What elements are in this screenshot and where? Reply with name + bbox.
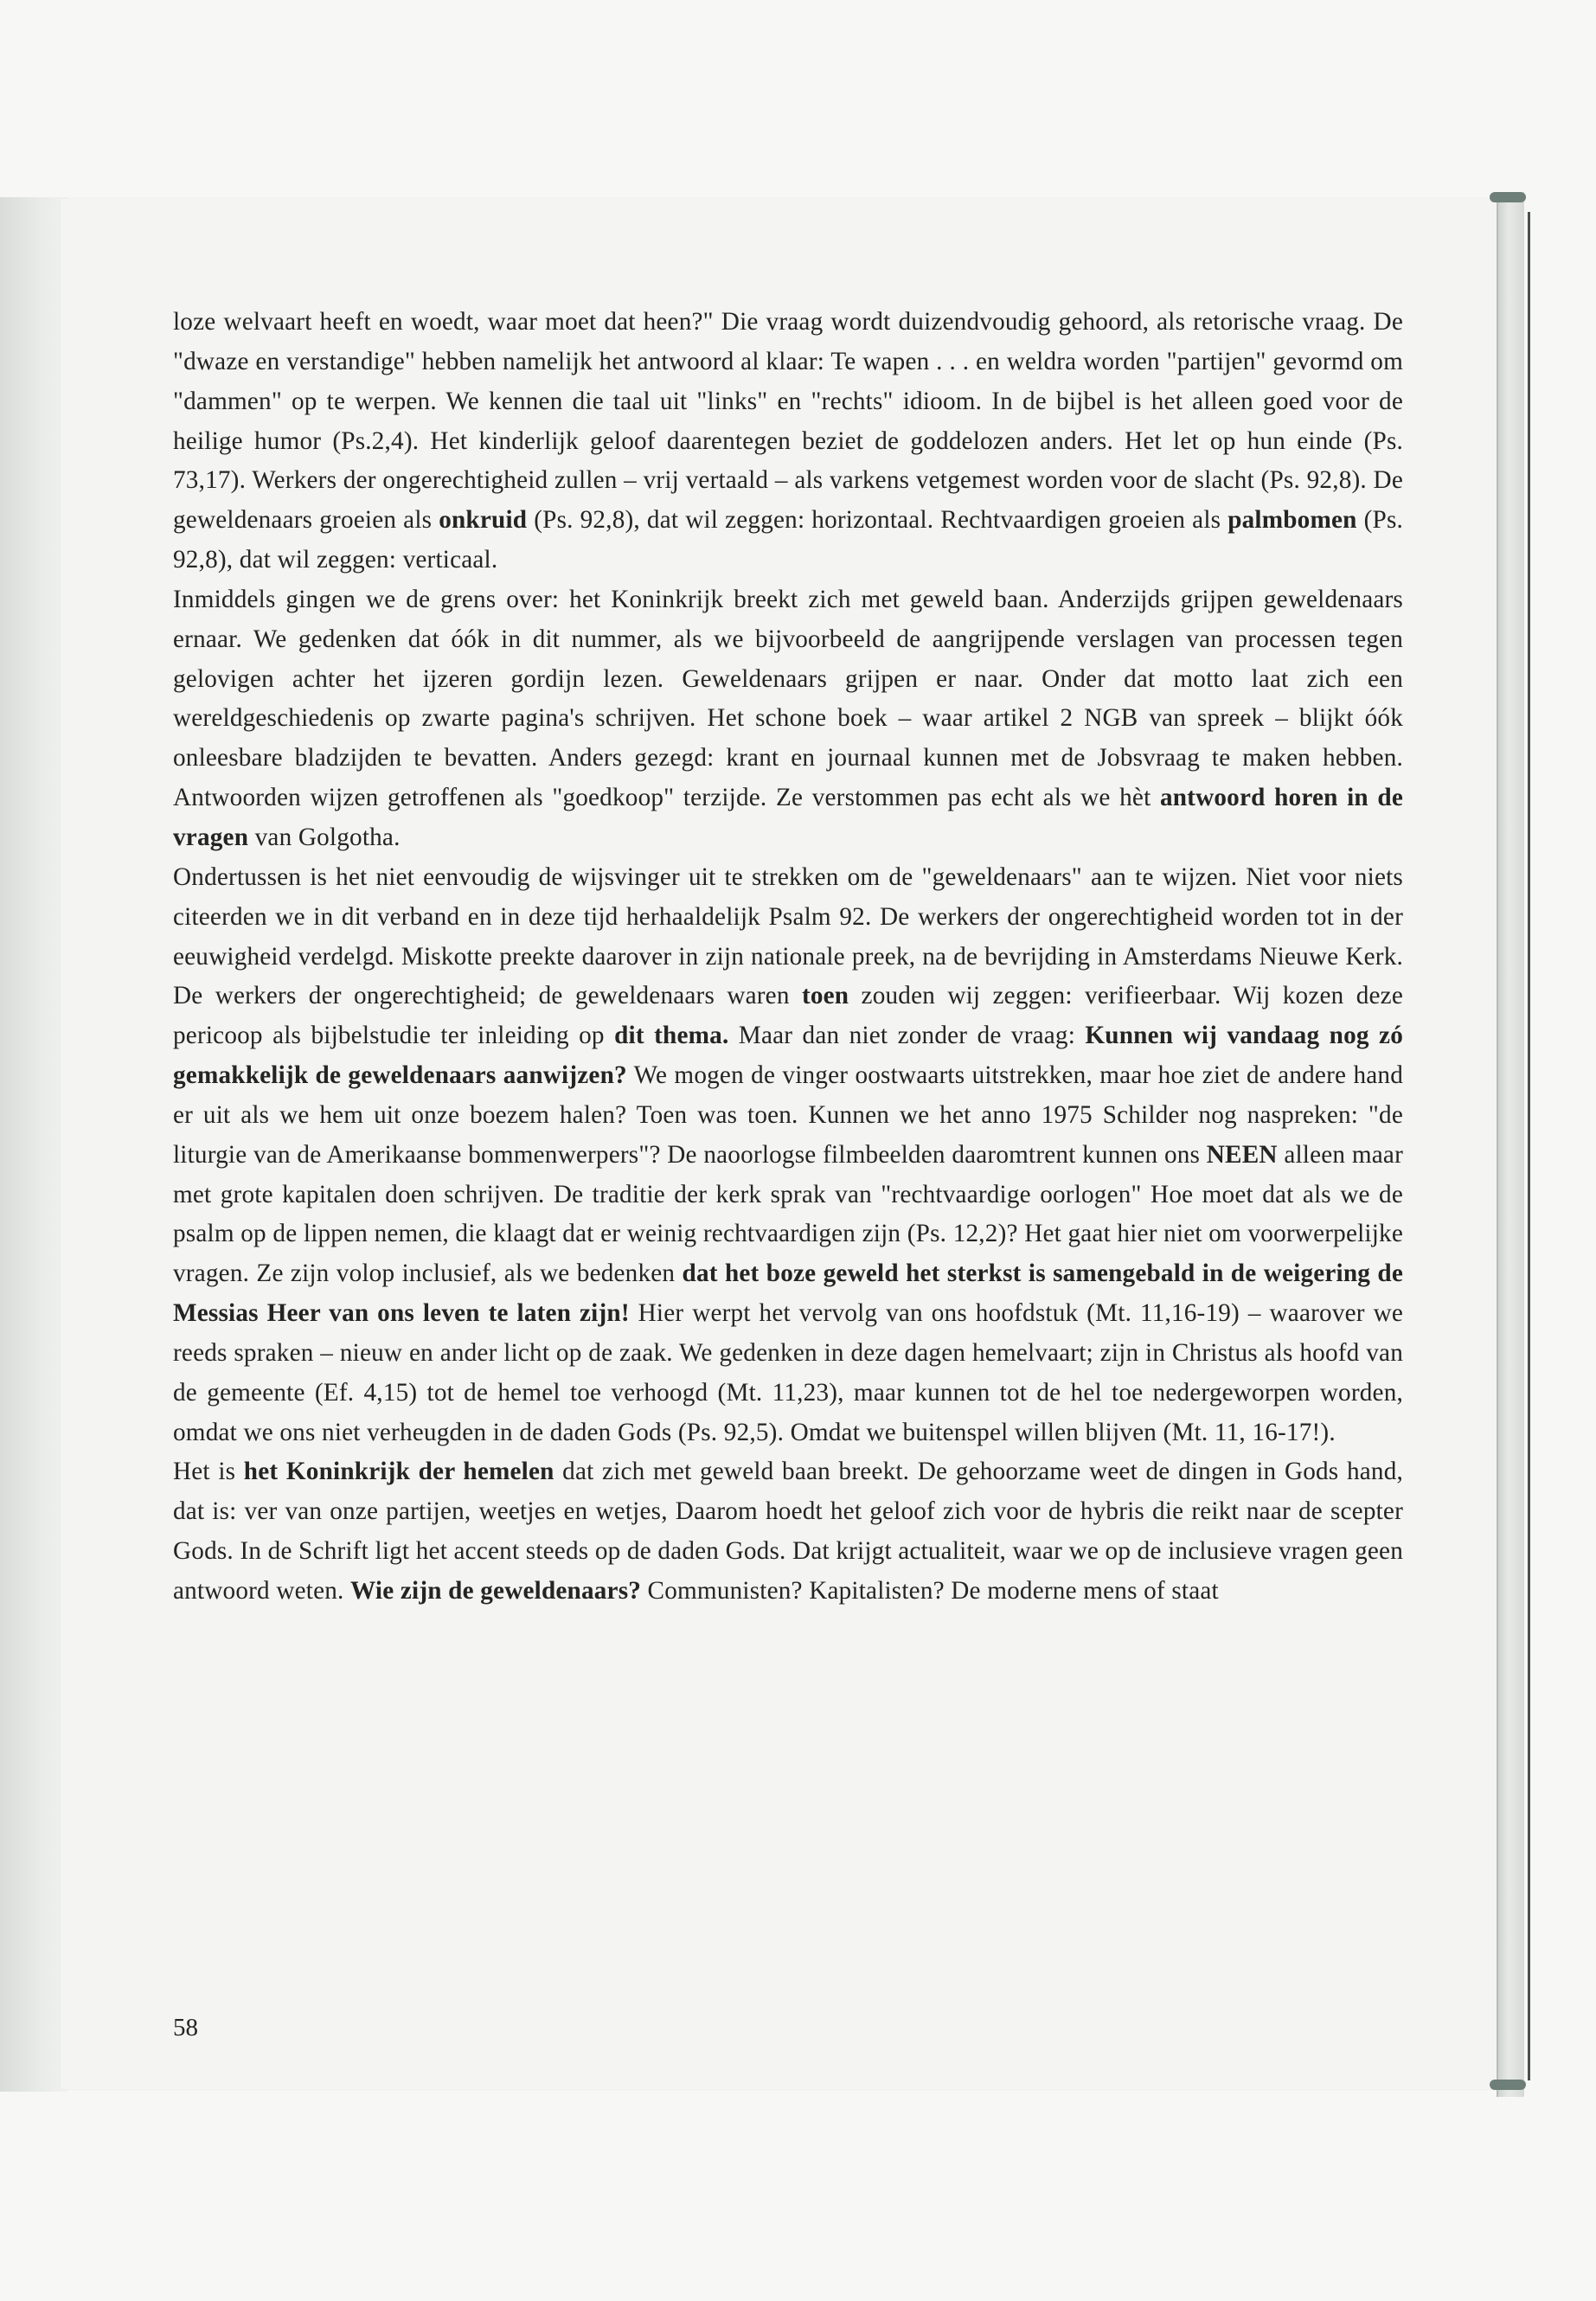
text-run: dat zich met geweld baan breekt. De gehoorzame weet de dingen in Gods hand, dat is: ver van onze partijen, weetjes en wetjes, Daarom hoedt het geloof zich voor de hybris die reikt naar de scepter Gods. In de Schrift ligt het accent steeds op de daden Gods. Dat krijgt actualiteit, waar we op de inclusieve vragen geen antwoord weten. [173, 1458, 1403, 1605]
book-spine [1497, 192, 1524, 2097]
text-run: zouden wij zeggen: verifieerbaar. Wij kozen deze pericoop als bijbelstudie ter inleiding op [173, 982, 1403, 1050]
bold-phrase: dit thema. [614, 1022, 729, 1050]
bold-phrase: het Koninkrijk der hemelen [243, 1458, 554, 1486]
bold-phrase: Kunnen wij vandaag nog zó gemakkelijk de geweldenaars aanwijzen? [173, 1022, 1403, 1090]
text-run: (Ps. 92,8), dat wil zeggen: verticaal. [173, 506, 1404, 574]
paragraph-2 [173, 580, 1403, 858]
text-run: (Ps. 92,8), dat wil zeggen: horizontaal. Rechtvaardigen groeien als [527, 506, 1228, 535]
bold-phrase: dat het boze geweld het sterkst is samengebald in de weigering de Messias Heer van ons leven te laten zijn! [173, 1259, 1403, 1328]
text-run: loze welvaart heeft en woedt, waar moet dat heen?" Die vraag wordt duizendvoudig gehoord, als retorische vraag. De "dwaze en verstandige" hebben namelijk het antwoord al klaar: Te wapen . . . en weldra worden "partijen" gevormd om "dammen" op te werpen. We kennen die taal uit "links" en "rechts" idioom. In de bijbel is het alleen goed voor de heilige humor (Ps.2,4). Het kinderlijk geloof daarentegen beziet de goddelozen anders. Het let op hun einde (Ps. 73,17). Werkers der ongerechtigheid zullen – vrij vertaald – als varkens vetgemest worden voor de slacht (Ps. 92,8). De geweldenaars groeien als [173, 308, 1403, 535]
body-text [173, 303, 1403, 1612]
text-run: We mogen de vinger oostwaarts uitstrekken, maar hoe ziet de andere hand er uit als we hem uit onze boezem halen? Toen was toen. Kunnen we het anno 1975 Schilder nog naspreken: "de liturgie van de Amerikaanse bommenwerpers"? De naoorlogse filmbeelden daaromtrent kunnen ons [173, 1061, 1403, 1169]
bold-phrase: toen [801, 982, 849, 1010]
text-run: Het is [173, 1458, 244, 1486]
bold-phrase: onkruid [439, 506, 528, 535]
text-run: van Golgotha. [248, 823, 401, 851]
text-run: Communisten? Kapitalisten? De moderne mens of staat [641, 1577, 1219, 1605]
bold-phrase: palmbomen [1227, 506, 1357, 535]
text-run: Maar dan niet zonder de vraag: [728, 1022, 1086, 1050]
paragraph-1 [173, 303, 1403, 580]
bold-phrase: Wie zijn de geweldenaars? [350, 1577, 642, 1605]
text-run: alleen maar met grote kapitalen doen schrijven. De traditie der kerk sprak van "rechtvaardige oorlogen" Hoe moet dat als we de psalm op de lippen nemen, die klaagt dat er weinig rechtvaardigen zijn (Ps. 12,2)? Het gaat hier niet om voorwerpelijke vragen. Ze zijn volop inclusief, als we bedenken [173, 1140, 1403, 1288]
text-run: Ondertussen is het niet eenvoudig de wijsvinger uit te strekken om de "geweldenaars" aan te wijzen. Niet voor niets citeerden we in dit verband en in deze tijd herhaaldelijk Psalm 92. De werkers der ongerechtigheid worden tot in der eeuwigheid verdelgd. Miskotte preekte daarover in zijn nationale preek, na de bevrijding in Amsterdams Nieuwe Kerk. De werkers der ongerechtigheid; de geweldenaars waren [173, 862, 1403, 1010]
text-run: Inmiddels gingen we de grens over: het Koninkrijk breekt zich met geweld baan. Anderzijds grijpen geweldenaars ernaar. We gedenken dat óók in dit nummer, als we bijvoorbeeld de aangrijpende verslagen van processen tegen gelovigen achter het ijzeren gordijn lezen. Geweldenaars grijpen er naar. Onder dat motto laat zich een wereldgeschiedenis op zwarte pagina's schrijven. Het schone boek – waar artikel 2 NGB van spreek – blijkt óók onleesbare bladzijden te bevatten. Anders gezegd: krant en journaal kunnen met de Jobsvraag te maken hebben. Antwoorden wijzen getroffenen als "goedkoop" terzijde. Ze verstommen pas echt als we hèt [173, 585, 1403, 812]
facing-page-edge [0, 197, 67, 2092]
bold-phrase: NEEN [1206, 1140, 1278, 1169]
paragraph-3 [173, 858, 1403, 1453]
page-number: 58 [173, 2014, 198, 2041]
binding-clip-bottom [1490, 2080, 1526, 2090]
spine-binding-line [1528, 212, 1530, 2080]
text-run: Hier werpt het vervolg van ons hoofdstuk (Mt. 11,16-19) – waarover we reeds spraken – nieuw en ander licht op de zaak. We gedenken in deze dagen hemelvaart; zijn in Christus als hoofd van de gemeente (Ef. 4,15) tot de hemel toe verhoogd (Mt. 11,23), maar kunnen tot de hel toe nedergeworpen worden, omdat we ons niet verheugden in de daden Gods (Ps. 92,5). Omdat we buitenspel willen blijven (Mt. 11, 16-17!). [173, 1299, 1403, 1446]
paragraph-4 [173, 1452, 1403, 1611]
binding-clip-top [1490, 192, 1526, 202]
bold-phrase: antwoord horen in de vragen [173, 784, 1403, 851]
